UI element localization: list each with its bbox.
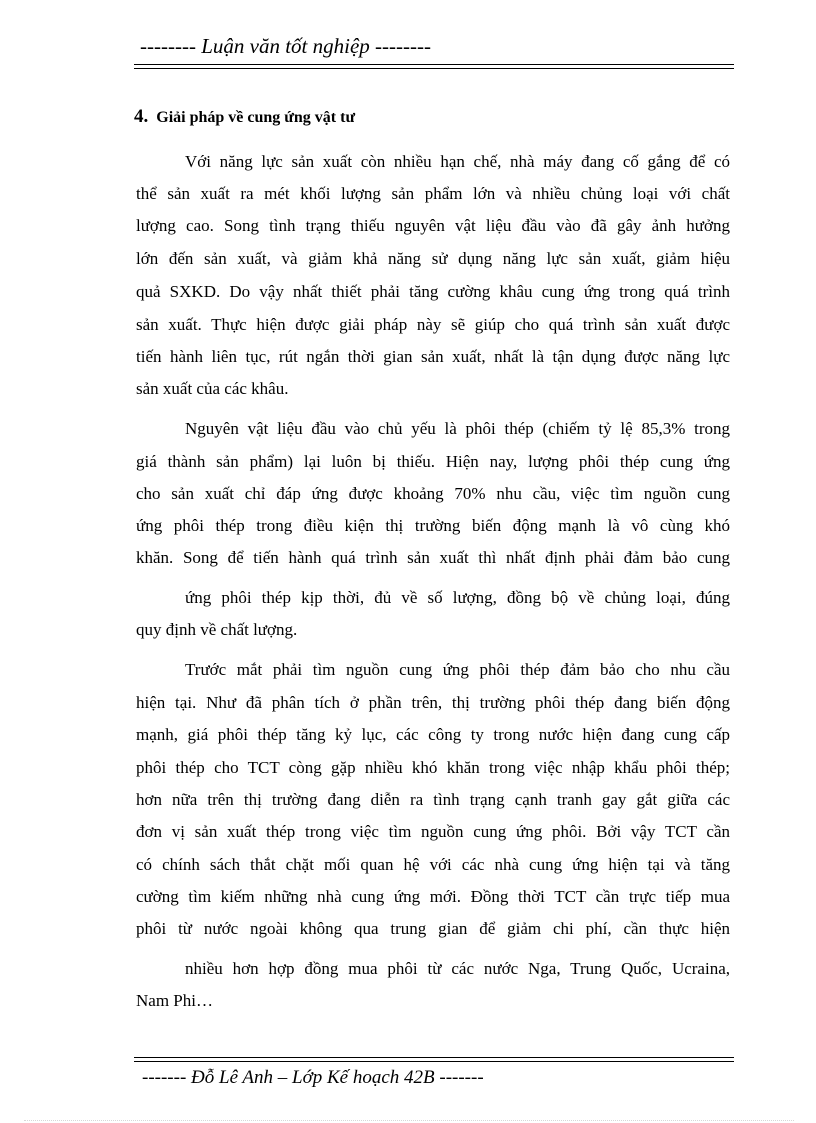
paragraph-5-line: Nam Phi… bbox=[136, 991, 213, 1010]
paragraph-3-line: quy định về chất lượng. bbox=[136, 620, 298, 639]
section-title: Giải pháp về cung ứng vật tư bbox=[156, 109, 356, 126]
paragraph-1-line: thể sản xuất ra mét khối lượng sản phẩm lớn và nhiều chủng loại với chất bbox=[136, 184, 730, 203]
paragraph-2-line: giá thành sản phẩm) lại luôn bị thiếu. Hiện nay, lượng phôi thép cung ứng bbox=[136, 452, 730, 471]
paragraph-4-line: có chính sách thắt chặt mối quan hệ với các nhà cung ứng hiện tại và tăng bbox=[136, 855, 730, 874]
page-bottom-edge bbox=[24, 1120, 794, 1121]
paragraph-2-line: Nguyên vật liệu đầu vào chủ yếu là phôi thép (chiếm tỷ lệ 85,3% trong bbox=[185, 419, 730, 438]
paragraph-4-line: hơn nữa trên thị trường đang diễn ra tình trạng cạnh tranh gay gắt giữa các bbox=[136, 790, 730, 809]
paragraph-1-line: quả SXKD. Do vậy nhất thiết phải tăng cường khâu cung ứng trong quá trình bbox=[136, 282, 730, 301]
page-header: -------- Luận văn tốt nghiệp -------- bbox=[140, 34, 431, 58]
paragraph-2-line: ứng phôi thép trong điều kiện thị trường biến động mạnh là vô cùng khó bbox=[136, 516, 730, 535]
paragraph-2-line: cho sản xuất chỉ đáp ứng được khoảng 70% nhu cầu, việc tìm nguồn cung bbox=[136, 484, 730, 503]
paragraph-4-line: phôi từ nước ngoài không qua trung gian để giảm chi phí, cần thực hiện bbox=[136, 919, 730, 938]
section-number: 4. bbox=[134, 106, 149, 127]
paragraph-1-line: sản xuất. Thực hiện được giải pháp này sẽ giúp cho quá trình sản xuất được bbox=[136, 315, 730, 334]
paragraph-1-line: Với năng lực sản xuất còn nhiều hạn chế, nhà máy đang cố gắng để có bbox=[185, 152, 730, 171]
header-rule bbox=[134, 64, 734, 69]
paragraph-5-line: nhiều hơn hợp đồng mua phôi từ các nước Nga, Trung Quốc, Ucraina, bbox=[185, 959, 730, 978]
page-footer: ------- Đỗ Lê Anh – Lớp Kế hoạch 42B ------- bbox=[142, 1067, 484, 1088]
paragraph-4-line: Trước mắt phải tìm nguồn cung ứng phôi thép đảm bảo cho nhu cầu bbox=[185, 660, 730, 679]
paragraph-4-line: phôi thép cho TCT còng gặp nhiều khó khăn trong việc nhập khẩu phôi thép; bbox=[136, 758, 730, 777]
paragraph-1-line: sản xuất của các khâu. bbox=[136, 379, 289, 398]
footer-rule bbox=[134, 1057, 734, 1062]
paragraph-4-line: hiện tại. Như đã phân tích ở phần trên, thị trường phôi thép đang biến động bbox=[136, 693, 730, 712]
paragraph-4-line: đơn vị sản xuất thép trong việc tìm nguồn cung ứng phôi. Bởi vậy TCT cần bbox=[136, 822, 730, 841]
paragraph-1-line: lớn đến sản xuất, và giảm khả năng sử dụng năng lực sản xuất, giảm hiệu bbox=[136, 249, 730, 268]
paragraph-1-line: lượng cao. Song tình trạng thiếu nguyên vật liệu đầu vào đã gây ảnh hưởng bbox=[136, 216, 730, 235]
section-heading bbox=[134, 106, 355, 128]
paragraph-4-line: cường tìm kiếm những nhà cung ứng mới. Đồng thời TCT cần trực tiếp mua bbox=[136, 887, 730, 906]
paragraph-2-line: khăn. Song để tiến hành quá trình sản xuất thì nhất định phải đảm bảo cung bbox=[136, 548, 730, 567]
paragraph-1-line: tiến hành liên tục, rút ngắn thời gian sản xuất, nhất là tận dụng được năng lực bbox=[136, 347, 730, 366]
paragraph-4-line: mạnh, giá phôi thép tăng kỷ lục, các công ty trong nước hiện đang cung cấp bbox=[136, 725, 730, 744]
paragraph-3-line: ứng phôi thép kịp thời, đủ về số lượng, đồng bộ về chủng loại, đúng bbox=[185, 588, 730, 607]
